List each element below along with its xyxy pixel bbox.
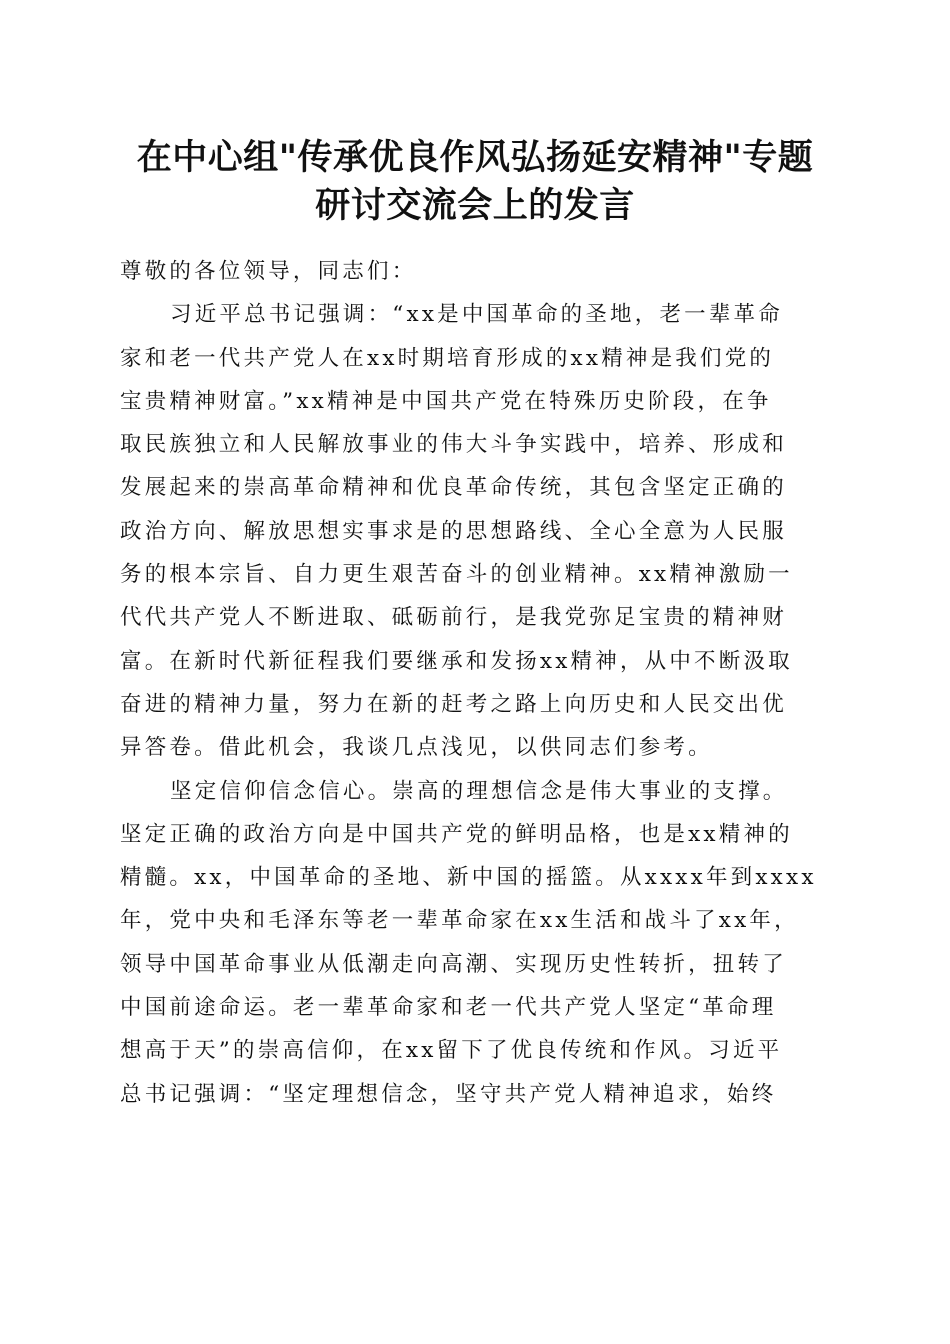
paragraph-line: 习近平总书记强调：“xx是中国革命的圣地，老一辈革命 [170,302,783,328]
paragraph-2 [120,770,830,1116]
paragraph-line: 精髓。xx，中国革命的圣地、新中国的摇篮。从xxxx年到xxxx [120,865,817,891]
paragraph-line: 中国前途命运。老一辈革命家和老一代共产党人坚定“革命理 [120,995,777,1021]
paragraph-1 [120,293,830,769]
paragraph-line: 坚定正确的政治方向是中国共产党的鲜明品格，也是xx精神的 [120,821,793,847]
title-line-2: 研讨交流会上的发言 [315,186,635,226]
paragraph-line: 坚定信仰信念信心。崇高的理想信念是伟大事业的支撑。 [170,778,788,804]
document-title [80,134,870,230]
paragraph-line: 想高于天”的崇高信仰，在xx留下了优良传统和作风。习近平 [120,1038,783,1064]
document-body [120,250,830,1116]
paragraph-line: 年，党中央和毛泽东等老一辈革命家在xx生活和战斗了xx年， [120,908,799,934]
paragraph-line: 宝贵精神财富。”xx精神是中国共产党在特殊历史阶段，在争 [120,388,772,414]
paragraph-line: 总书记强调：“坚定理想信念，坚守共产党人精神追求，始终 [120,1081,777,1107]
title-line-1: 在中心组"传承优良作风弘扬延安精神"专题 [136,138,814,178]
paragraph-line: 奋进的精神力量，努力在新的赶考之路上向历史和人民交出优 [120,691,787,717]
paragraph-line: 家和老一代共产党人在xx时期培育形成的xx精神是我们党的 [120,345,775,371]
paragraph-line: 领导中国革命事业从低潮走向高潮、实现历史性转折，扭转了 [120,951,787,977]
paragraph-line: 富。在新时代新征程我们要继承和发扬xx精神，从中不断汲取 [120,648,793,674]
paragraph-line: 代代共产党人不断进取、砥砺前行，是我党弥足宝贵的精神财 [120,605,787,631]
salutation: 尊敬的各位领导，同志们： [120,259,417,284]
paragraph-line: 取民族独立和人民解放事业的伟大斗争实践中，培养、形成和 [120,432,787,458]
paragraph-line: 政治方向、解放思想实事求是的思想路线、全心全意为人民服 [120,518,787,544]
paragraph-line: 异答卷。借此机会，我谈几点浅见，以供同志们参考。 [120,735,713,761]
paragraph-line: 务的根本宗旨、自力更生艰苦奋斗的创业精神。xx精神激励一 [120,562,793,588]
paragraph-line: 发展起来的崇高革命精神和优良革命传统，其包含坚定正确的 [120,475,787,501]
